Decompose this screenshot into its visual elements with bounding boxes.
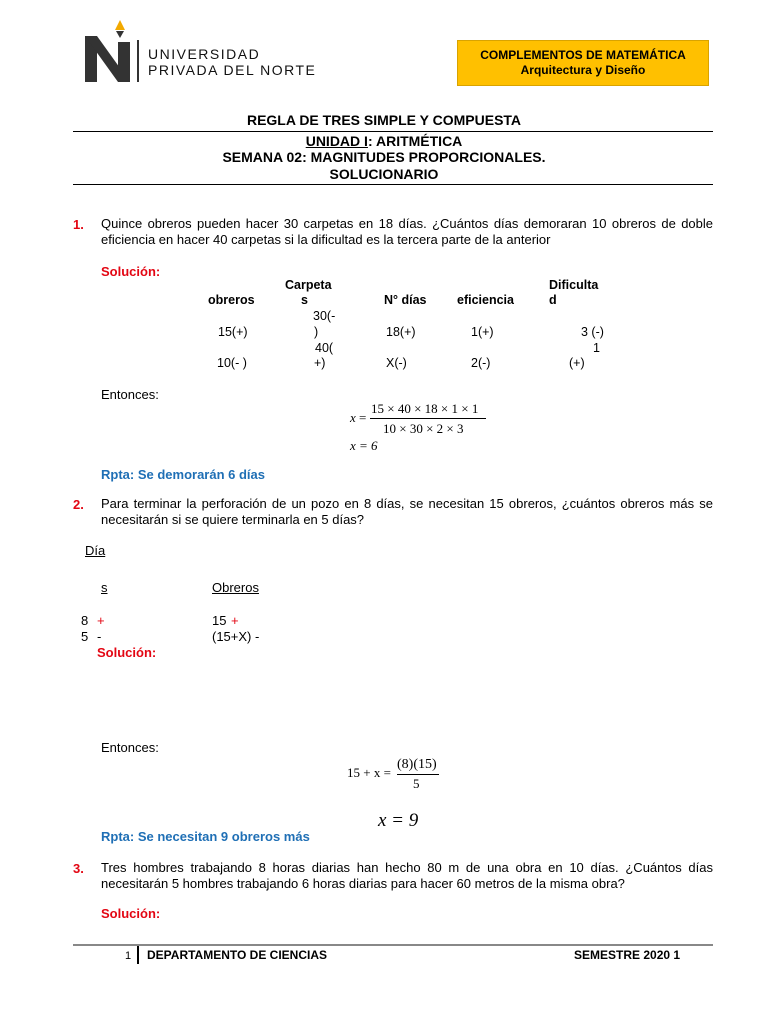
then-label: Entonces: <box>101 740 159 755</box>
table-cell: (+) <box>569 356 585 370</box>
table-cell: 10(- ) <box>217 356 247 370</box>
footer-semester: SEMESTRE 2020 1 <box>574 948 681 962</box>
formula-result: x = 9 <box>378 810 419 831</box>
table-cell: X(-) <box>386 356 407 370</box>
footer-separator <box>137 946 139 964</box>
table-header: Dificulta <box>549 278 599 292</box>
upn-n-icon <box>80 18 140 88</box>
table-header: eficiencia <box>457 293 514 307</box>
footer-department: DEPARTAMENTO DE CIENCIAS <box>147 948 328 962</box>
table-sign: + <box>231 613 239 628</box>
table-cell: 2(-) <box>471 356 491 370</box>
table-header: Carpeta <box>285 278 332 292</box>
table-header: s <box>101 580 108 595</box>
footer-rule <box>73 944 713 946</box>
table-cell: 40( <box>315 341 334 355</box>
table-cell: ) <box>314 325 319 339</box>
fraction-bar <box>397 774 439 775</box>
university-name: UNIVERSIDAD PRIVADA DEL NORTE <box>148 46 317 78</box>
table-sign: - <box>97 629 102 644</box>
table-cell: (15+X) - <box>212 629 260 644</box>
problem-number: 2. <box>73 497 84 512</box>
course-subtitle: Arquitectura y Diseño <box>520 63 646 77</box>
divider <box>73 184 713 185</box>
then-label: Entonces: <box>101 387 159 402</box>
course-box <box>457 40 709 86</box>
table-cell: 1 <box>593 341 600 355</box>
table-header: obreros <box>208 293 255 307</box>
table-cell: 15(+) <box>218 325 248 339</box>
table-cell: +) <box>314 356 326 370</box>
table-cell: 15 <box>212 613 227 628</box>
formula-result: x = 6 <box>350 438 378 453</box>
answer: Rpta: Se demorarán 6 días <box>101 467 265 482</box>
page-number: 1 <box>125 950 132 962</box>
formula-denominator: 10 × 30 × 2 × 3 <box>383 421 464 436</box>
table-cell: 30(- <box>313 309 336 323</box>
fraction-bar <box>370 418 486 419</box>
solution-label: Solución: <box>101 906 161 921</box>
table-header: N° días <box>384 293 427 307</box>
table-cell: 5 <box>81 629 89 644</box>
table-cell: 8 <box>81 613 89 628</box>
problem-text: Tres hombres trabajando 8 horas diarias han hecho 80 m de una obra en 10 días. ¿Cuántos días necesitarán 5 hombres trabajando 6 horas diarias para hacer 60 metros de la misma obra? <box>101 860 713 891</box>
table-header: s <box>301 293 308 307</box>
problem-text: Para terminar la perforación de un pozo en 8 días, se necesitan 15 obreros, ¿cuántos obreros más se necesitarán si se quiere terminarla en 5 días? <box>101 496 713 527</box>
table-header: Obreros <box>212 580 259 595</box>
problem-number: 3. <box>73 861 84 876</box>
problem-number: 1. <box>73 217 84 232</box>
course-title: COMPLEMENTOS DE MATEMÁTICA <box>480 48 686 62</box>
table-header: d <box>549 293 557 307</box>
problem-text: Quince obreros pueden hacer 30 carpetas en 18 días. ¿Cuántos días demoraran 10 obreros de doble eficiencia en hacer 40 carpetas si la dificultad es la tercera parte de la anterior <box>101 216 713 247</box>
week-title: SEMANA 02: MAGNITUDES PROPORCIONALES. <box>222 149 546 165</box>
formula-numerator: 15 × 40 × 18 × 1 × 1 <box>371 401 479 416</box>
table-sign: + <box>97 613 105 628</box>
table-cell: 3 (-) <box>581 325 604 339</box>
main-title: REGLA DE TRES SIMPLE Y COMPUESTA <box>246 112 522 128</box>
answer: Rpta: Se necesitan 9 obreros más <box>101 829 310 844</box>
divider <box>73 131 713 132</box>
solution-title: SOLUCIONARIO <box>329 166 439 182</box>
unit-title: UNIDAD I: ARITMÉTICA <box>305 133 463 149</box>
solution-label: Solución: <box>97 645 157 660</box>
formula-numerator: (8)(15) <box>397 757 437 772</box>
formula-lhs: 15 + x = <box>347 765 391 780</box>
table-cell: 1(+) <box>471 325 494 339</box>
solution-label: Solución: <box>101 264 161 279</box>
table-cell: 18(+) <box>386 325 416 339</box>
logo-divider <box>137 40 139 82</box>
formula-denominator: 5 <box>413 776 420 791</box>
table-header: Día <box>85 543 106 558</box>
